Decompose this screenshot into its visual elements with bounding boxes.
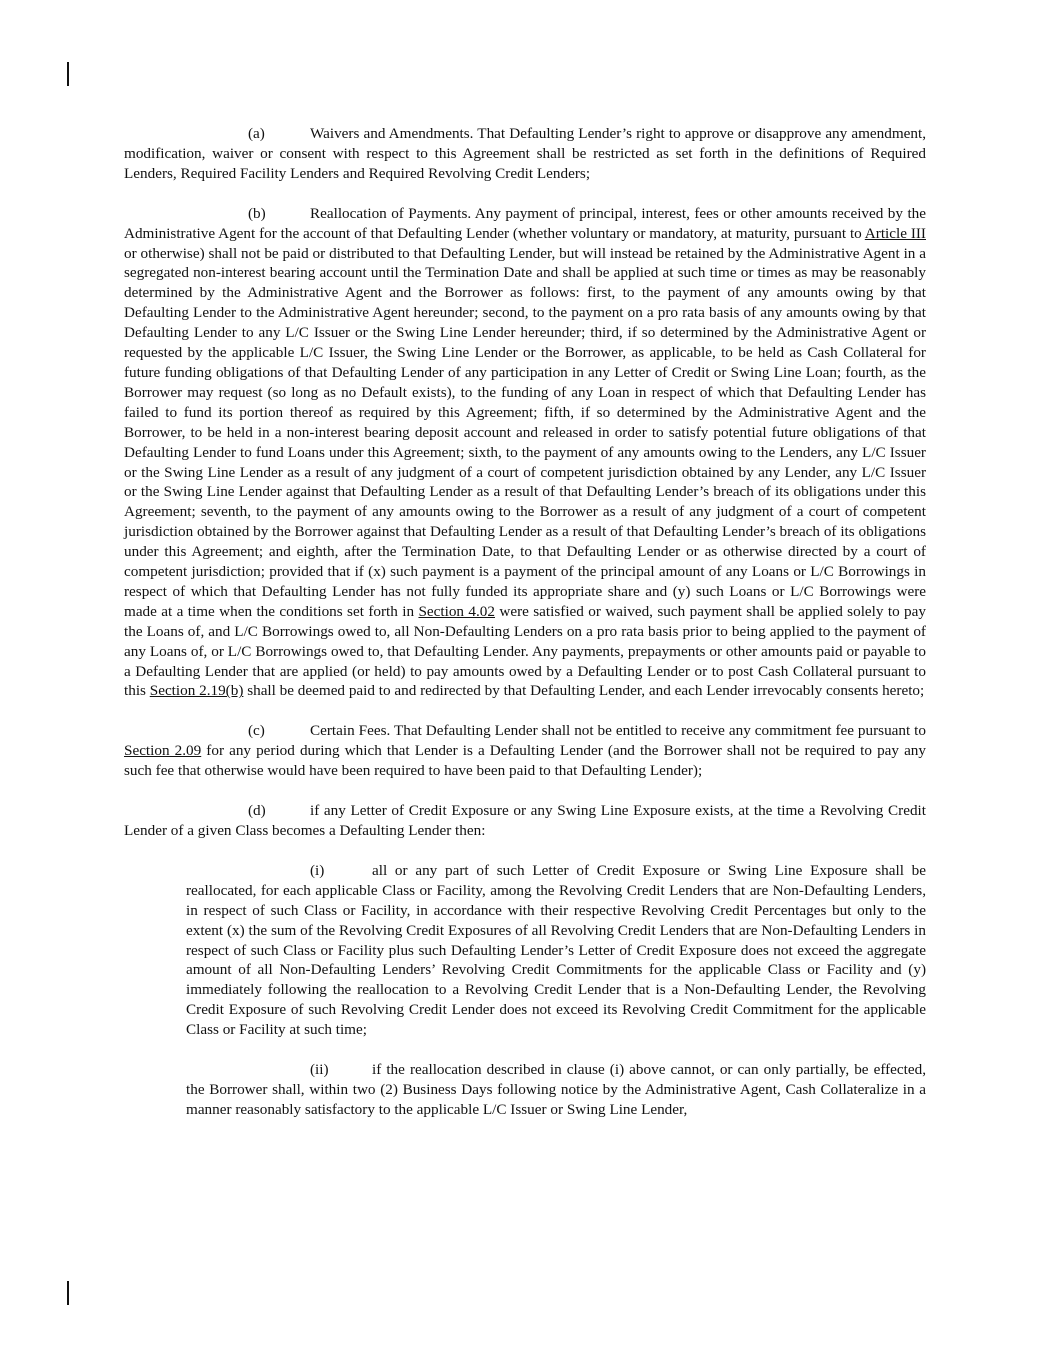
- paragraph-d-i: [186, 861, 926, 1040]
- paragraph-a: [124, 124, 926, 184]
- paragraph-c-label: (c): [248, 722, 265, 740]
- paragraph-b-text-1: Reallocation of Payments. Any payment of principal, interest, fees or other amounts received by the Administrative Agent for the account of that Defaulting Lender (whether voluntary or mandatory, at maturity, pursuant to: [124, 204, 926, 242]
- paragraph-b-text-3: were satisfied or waived, such payment shall be applied solely to pay the Loans of, and L/C Borrowings owed to, all Non-Defaulting Lenders on a pro rata basis prior to being applied to the payment of any Loans of, or L/C Borrowings owed to, that Defaulting Lender. Any payments, prepayments or other amounts paid or payable to a Defaulting Lender that are applied (or held) to pay amounts owed by a Defaulting Lender or to post Cash Collateral pursuant to this: [124, 602, 926, 700]
- paragraph-c-text-2: for any period during which that Lender is a Defaulting Lender (and the Borrower shall not be required to pay any such fee that otherwise would have been required to have been paid to that Defaulting Lender);: [124, 742, 926, 780]
- article-iii-reference: Article III: [864, 224, 926, 242]
- paragraph-d: [124, 801, 926, 841]
- paragraph-d-i-text: all or any part of such Letter of Credit Exposure or Swing Line Exposure shall be reallocated, for each applicable Class or Facility, among the Revolving Credit Lenders that are Non-Defaulting Lenders, in respect of such Class or Facility, in accordance with their respective Revolving Credit Percentages but only to the extent (x) the sum of the Revolving Credit Exposures of all Revolving Credit Lenders that are Non-Defaulting Lenders in respect of such Class or Facility plus such Defaulting Lender’s Letter of Credit Exposure does not exceed the aggregate amount of all Non-Defaulting Lenders’ Revolving Credit Commitments for the applicable Class or Facility and (y) immediately following the reallocation to a Revolving Credit Lender that is a Non-Defaulting Lender, the Revolving Credit Exposure of such Revolving Credit Lender does not exceed its Revolving Credit Commitment for the applicable Class or Facility at such time;: [186, 861, 926, 1039]
- document-page: [124, 124, 926, 1140]
- paragraph-b-text-2: or otherwise) shall not be paid or distributed to that Defaulting Lender, but will instead be retained by the Administrative Agent in a segregated non-interest bearing account until the Termination Date and shall be applied at such time or times as may be reasonably determined by the Administrative Agent and the Borrower as follows: first, to the payment of any amounts owing by that Defaulting Lender to the Administrative Agent hereunder; second, to the payment on a pro rata basis of any amounts owing by that Defaulting Lender to any L/C Issuer or the Swing Line Lender hereunder; third, if so determined by the Administrative Agent or requested by the applicable L/C Issuer, the Swing Line Lender or the Borrower, as applicable, to be held as Cash Collateral for future funding obligations of that Defaulting Lender of any participation in any Letter of Credit or Swing Line Loan; fourth, as the Borrower may request (so long as no Default exists), to the funding of any Loan in respect of which that Defaulting Lender has failed to fund its portion thereof as required by this Agreement; fifth, if so determined by the Administrative Agent and the Borrower, to be held in a non-interest bearing deposit account and released in order to satisfy potential future obligations of that Defaulting Lender to fund Loans under this Agreement; sixth, to the payment of any amounts owing to the Lenders, any L/C Issuer or the Swing Line Lender as a result of any judgment of a court of competent jurisdiction obtained by any Lender, any L/C Issuer or the Swing Line Lender against that Defaulting Lender as a result of that Defaulting Lender’s breach of its obligations under this Agreement; seventh, to the payment of any amounts owing to the Borrower as a result of any judgment of a court of competent jurisdiction obtained by the Borrower against that Defaulting Lender as a result of that Defaulting Lender’s breach of its obligations under this Agreement; and eighth, after the Termination Date, to that Defaulting Lender or as otherwise directed by a court of competent jurisdiction; provided that if (x) such payment is a payment of the principal amount of any Loans or L/C Borrowings in respect of which that Defaulting Lender has not fully funded its appropriate share and (y) such Loans or L/C Borrowings were made at a time when the conditions set forth in: [124, 244, 926, 620]
- paragraph-d-label: (d): [248, 802, 266, 820]
- section-4-02-reference: Section 4.02: [418, 602, 495, 620]
- section-2-09-reference: Section 2.09: [124, 742, 202, 760]
- paragraph-d-ii: [186, 1060, 926, 1120]
- paragraph-d-ii-label: (ii): [310, 1061, 329, 1079]
- page-margin-mark-bottom: [67, 1281, 69, 1305]
- paragraph-b-text-4: shall be deemed paid to and redirected by that Defaulting Lender, and each Lender irrevocably consents hereto;: [243, 682, 925, 700]
- paragraph-d-ii-text: if the reallocation described in clause (i) above cannot, or can only partially, be effected, the Borrower shall, within two (2) Business Days following notice by the Administrative Agent, Cash Collateralize in a manner reasonably satisfactory to the applicable L/C Issuer or Swing Line Lender,: [186, 1061, 926, 1118]
- paragraph-c-text-1: Certain Fees. That Defaulting Lender shall not be entitled to receive any commitment fee pursuant to: [310, 722, 926, 740]
- section-2-19b-reference: Section 2.19(b): [149, 682, 244, 700]
- paragraph-d-text: if any Letter of Credit Exposure or any Swing Line Exposure exists, at the time a Revolving Credit Lender of a given Class becomes a Defaulting Lender then:: [124, 802, 926, 839]
- page-margin-mark-top: [67, 62, 69, 86]
- paragraph-c: [124, 721, 926, 781]
- paragraph-b-label: (b): [248, 204, 266, 222]
- paragraph-b: [124, 204, 926, 702]
- paragraph-a-text: Waivers and Amendments. That Defaulting Lender’s right to approve or disapprove any amendment, modification, waiver or consent with respect to this Agreement shall be restricted as set forth in the definitions of Required Lenders, Required Facility Lenders and Required Revolving Credit Lenders;: [124, 125, 926, 182]
- paragraph-d-i-label: (i): [310, 861, 325, 879]
- paragraph-a-label: (a): [248, 125, 265, 142]
